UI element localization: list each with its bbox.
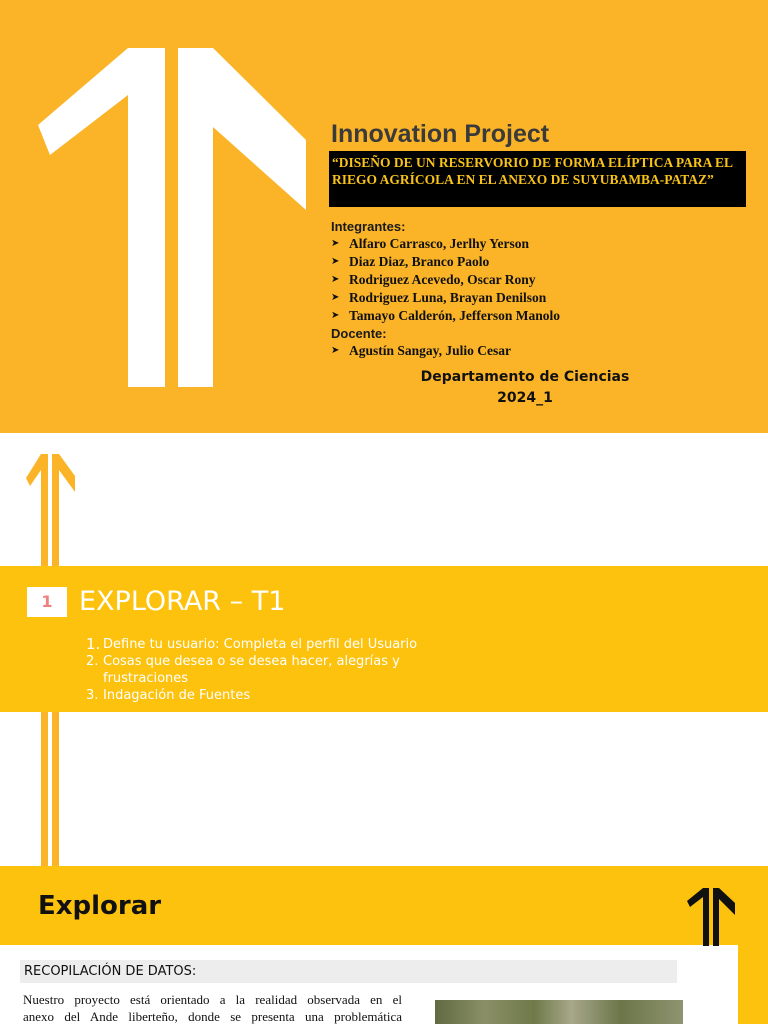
member-item: ➤ Tamayo Calderón, Jefferson Manolo	[331, 308, 560, 323]
title-slide	[0, 0, 768, 433]
slide-title: Explorar	[38, 891, 162, 921]
list-item: 1. Define tu usuario: Completa el perfil del Usuario	[86, 635, 418, 653]
explore-slide	[0, 433, 768, 866]
team-list	[331, 218, 751, 360]
list-item: 2. Cosas que desea o se desea hacer, alegrías y frustraciones	[86, 654, 400, 686]
side-strip	[738, 945, 768, 1024]
chevron-right-icon: ➤	[331, 310, 340, 321]
explore-list	[86, 636, 486, 704]
term-label: 2024_1	[497, 390, 553, 406]
field-photo	[435, 1000, 683, 1024]
member-item: ➤ Diaz Diaz, Branco Paolo	[331, 254, 490, 269]
chevron-right-icon: ➤	[331, 274, 340, 285]
member-item: ➤ Alfaro Carrasco, Jerlhy Yerson	[331, 236, 529, 251]
step-number: 1	[27, 587, 67, 617]
chevron-right-icon: ➤	[331, 238, 340, 249]
small-arrows-logo	[687, 887, 735, 947]
project-title-box: “DISEÑO DE UN RESERVORIO DE FORMA ELÍPTICA PARA EL RIEGO AGRÍCOLA EN EL ANEXO DE SUYUBAMBA-PATAZ”	[329, 151, 746, 207]
project-heading: Innovation Project	[331, 120, 550, 148]
member-item: ➤ Rodriguez Acevedo, Oscar Rony	[331, 272, 536, 287]
explorar-slide	[0, 866, 768, 1024]
department-name: Departamento de Ciencias	[420, 369, 630, 385]
chevron-right-icon: ➤	[331, 345, 340, 356]
upward-arrows-logo	[38, 45, 306, 387]
list-item: 3. Indagación de Fuentes	[86, 688, 251, 703]
department-block	[395, 367, 655, 409]
explore-band	[0, 566, 768, 712]
teacher-label: Docente:	[331, 326, 387, 341]
explore-title: EXPLORAR – T1	[79, 586, 286, 617]
members-label: Integrantes:	[331, 219, 406, 234]
teacher-item: ➤ Agustín Sangay, Julio Cesar	[331, 343, 512, 358]
chevron-right-icon: ➤	[331, 256, 340, 267]
member-item: ➤ Rodriguez Luna, Brayan Denilson	[331, 290, 547, 305]
section-label: RECOPILACIÓN DE DATOS:	[20, 960, 677, 983]
chevron-right-icon: ➤	[331, 292, 340, 303]
body-text: Nuestro proyecto está orientado a la realidad observada en el anexo del Ande liberteño, donde se presenta una problemática	[23, 992, 402, 1024]
